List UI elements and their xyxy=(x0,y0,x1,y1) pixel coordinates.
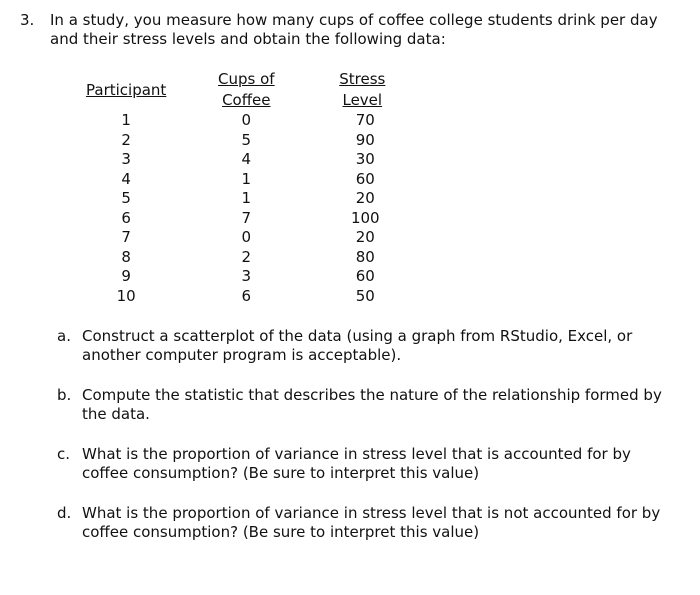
participant-cell: 3 xyxy=(121,150,131,168)
cups-cell: 0 xyxy=(241,111,252,129)
stress-cell: 50 xyxy=(355,286,375,305)
participant-cell: 9 xyxy=(121,267,131,285)
table-row xyxy=(86,267,406,287)
sub-question-letter: c. xyxy=(57,445,71,463)
sub-question-text: Construct a scatterplot of the data (using a graph from RStudio, Excel, or another computer program is acceptable). xyxy=(82,327,633,364)
stress-cell: 20 xyxy=(355,189,375,207)
participant-cell: 10 xyxy=(116,286,136,305)
participant-cell: 8 xyxy=(121,247,131,266)
table-row xyxy=(86,209,406,229)
table-header-row xyxy=(86,69,406,111)
cups-cell: 4 xyxy=(241,150,252,168)
question-number: 3. xyxy=(20,11,35,29)
sub-question-text: Compute the statistic that describes the nature of the relationship formed by the data. xyxy=(82,386,662,423)
sub-question-c xyxy=(57,445,672,504)
table-row xyxy=(86,111,406,131)
stress-cell: 90 xyxy=(355,130,375,149)
participant-cell: 1 xyxy=(121,111,131,129)
table-row xyxy=(86,228,406,248)
stress-cell: 20 xyxy=(355,228,375,246)
header-cups-of-coffee: Cups of Coffee xyxy=(218,70,275,109)
participant-cell: 4 xyxy=(121,169,131,188)
sub-question-letter: d. xyxy=(57,504,72,522)
participant-cell: 5 xyxy=(121,189,131,207)
header-stress-level: Stress Level xyxy=(339,70,386,109)
question-text: In a study, you measure how many cups of coffee college students drink per day and their stress levels and obtain the following data: xyxy=(50,11,658,48)
sub-questions xyxy=(57,327,672,563)
sub-question-text: What is the proportion of variance in stress level that is accounted for by coffee consumption? (Be sure to interpret this value) xyxy=(82,445,631,482)
sub-question-text: What is the proportion of variance in stress level that is not accounted for by coffee consumption? (Be sure to interpret this value) xyxy=(82,504,661,541)
stress-cell: 60 xyxy=(355,169,375,188)
cups-cell: 2 xyxy=(241,247,252,266)
stress-cell: 80 xyxy=(355,247,375,266)
data-table xyxy=(86,69,406,306)
cups-cell: 1 xyxy=(241,189,252,207)
participant-cell: 2 xyxy=(121,130,131,149)
stress-cell: 30 xyxy=(355,150,375,168)
sub-question-letter: a. xyxy=(57,327,71,345)
participant-cell: 6 xyxy=(121,208,131,227)
cups-cell: 5 xyxy=(241,130,252,149)
sub-question-d xyxy=(57,504,672,563)
table-row xyxy=(86,150,406,170)
table-row xyxy=(86,287,406,307)
sub-question-a xyxy=(57,327,672,386)
participant-cell: 7 xyxy=(121,228,131,246)
cups-cell: 0 xyxy=(241,228,252,246)
table-row xyxy=(86,131,406,151)
cups-cell: 7 xyxy=(241,208,252,227)
cups-cell: 3 xyxy=(241,267,252,285)
stress-cell: 70 xyxy=(355,111,375,129)
stress-cell: 100 xyxy=(350,208,380,227)
table-row xyxy=(86,170,406,190)
sub-question-b xyxy=(57,386,672,445)
cups-cell: 1 xyxy=(241,169,252,188)
sub-question-letter: b. xyxy=(57,386,72,404)
table-row xyxy=(86,189,406,209)
cups-cell: 6 xyxy=(241,286,252,305)
stress-cell: 60 xyxy=(355,267,375,285)
table-row xyxy=(86,248,406,268)
header-participant: Participant xyxy=(86,80,167,99)
